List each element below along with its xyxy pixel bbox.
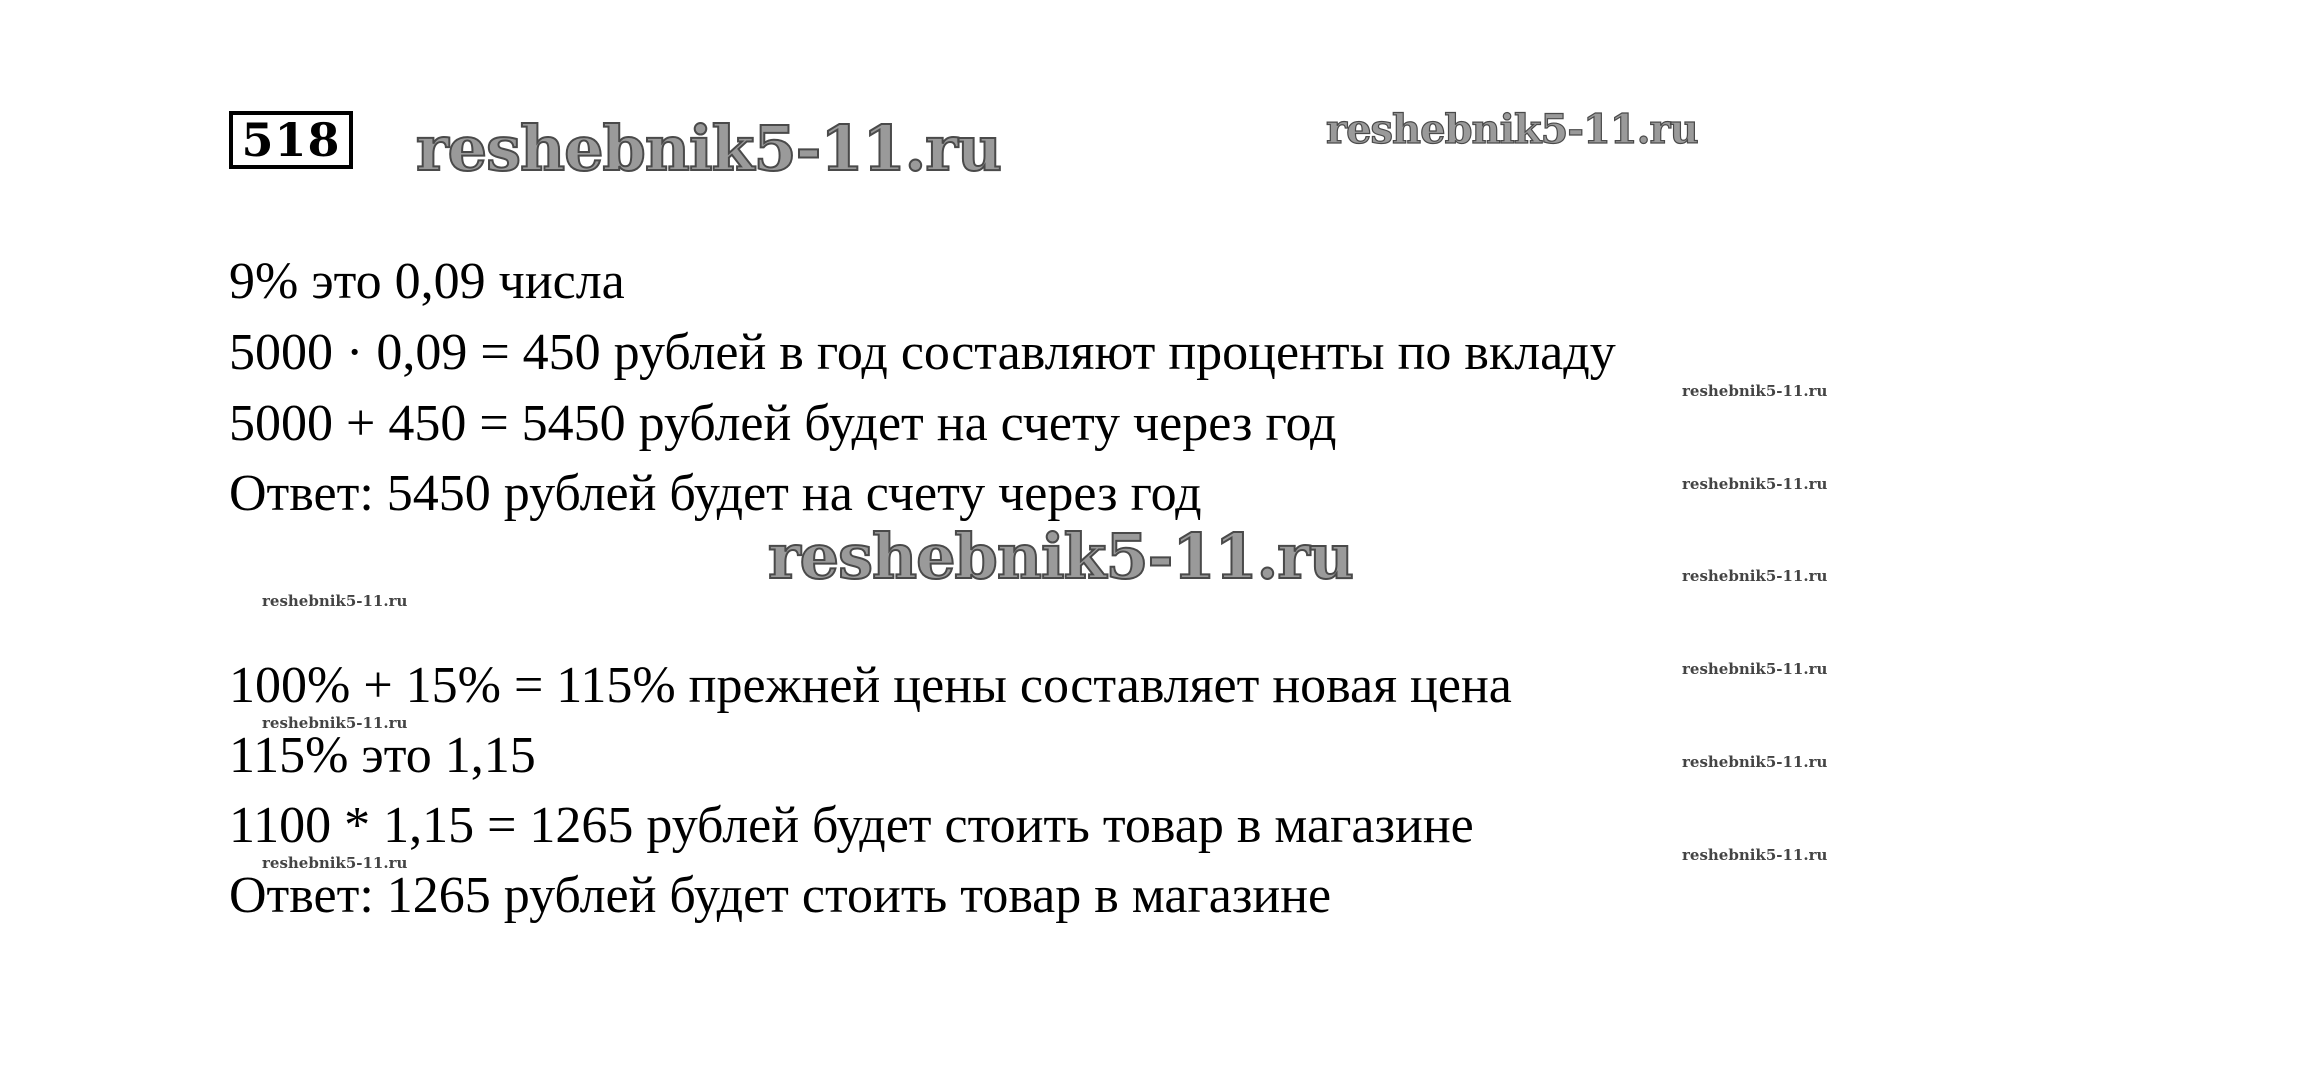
watermark-small: reshebnik5-11.ru	[262, 592, 408, 610]
watermark-header-right: reshebnik5-11.ru	[1326, 106, 1698, 153]
watermark-small: reshebnik5-11.ru	[1682, 382, 1828, 400]
solution-a-line-1: 9% это 0,09 числа	[229, 253, 625, 310]
solution-b-line-3: 1100 * 1,15 = 1265 рублей будет стоить товар в магазине	[229, 797, 1474, 854]
watermark-small: reshebnik5-11.ru	[1682, 567, 1828, 585]
watermark-small: reshebnik5-11.ru	[262, 714, 408, 732]
solution-a-answer: Ответ: 5450 рублей будет на счету через год	[229, 465, 1202, 522]
solution-b-line-2: 115% это 1,15	[229, 727, 536, 784]
watermark-small: reshebnik5-11.ru	[262, 854, 408, 872]
solution-b-line-1: 100% + 15% = 115% прежней цены составляет новая цена	[229, 657, 1512, 714]
watermark-middle: reshebnik5-11.ru	[768, 520, 1353, 593]
solution-a-line-3: 5000 + 450 = 5450 рублей будет на счету через год	[229, 395, 1337, 452]
solution-a-line-2: 5000 · 0,09 = 450 рублей в год составляют проценты по вкладу	[229, 324, 1616, 381]
watermark-small: reshebnik5-11.ru	[1682, 660, 1828, 678]
watermark-header-large: reshebnik5-11.ru	[416, 112, 1001, 185]
watermark-small: reshebnik5-11.ru	[1682, 753, 1828, 771]
watermark-small: reshebnik5-11.ru	[1682, 475, 1828, 493]
solution-b-answer: Ответ: 1265 рублей будет стоить товар в магазине	[229, 867, 1332, 924]
problem-number-box: 518	[229, 111, 353, 169]
watermark-small: reshebnik5-11.ru	[1682, 846, 1828, 864]
